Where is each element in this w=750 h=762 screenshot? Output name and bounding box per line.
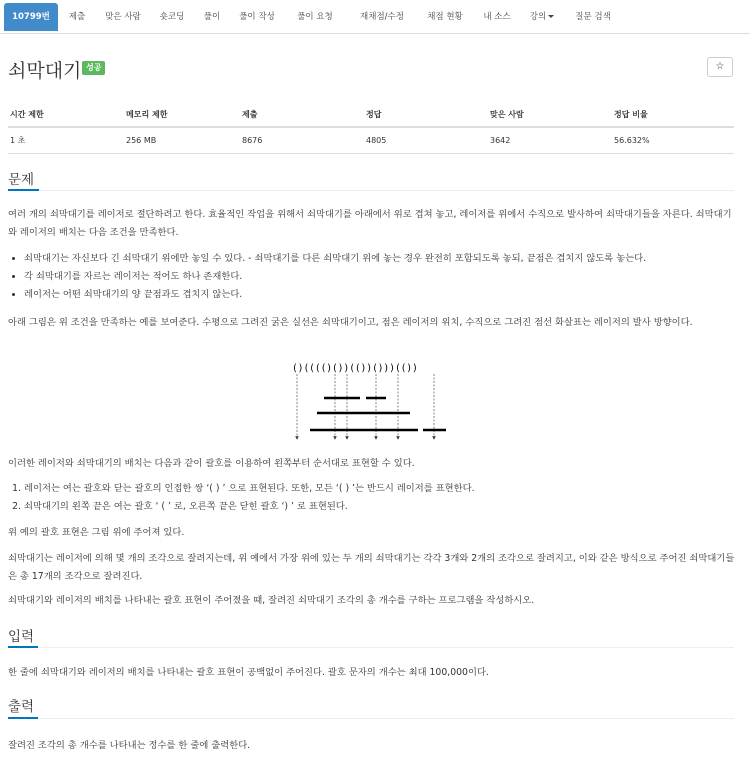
nav-tab-solutions[interactable]: 풀이 [203,12,221,22]
caret-down-icon [548,15,554,18]
info-solved-users: 3642 [488,127,612,153]
section-heading-output: 출력 [8,699,35,715]
problem-paragraph: 쇠막대기는 레이저에 의해 몇 개의 조각으로 잘려지는데, 위 예에서 가장 위에 있는 두 개의 쇠막대기는 각각 3개와 2개의 조각으로 잘려지고, 이와 같은 방식으로 주어진 쇠막대기들은 총 17개의 조각으로 잘려진다. [8,553,735,582]
info-header-solved-users: 맞은 사람 [488,103,612,127]
problem-condition-list [8,250,738,304]
info-header-time-limit: 시간 제한 [8,103,124,127]
list-item: 2. 쇠막대기의 왼쪽 끝은 여는 괄호 ‘ ( ’ 로, 오른쪽 끝은 닫힌 괄호 ‘) ’ 로 표현된다. [24,498,738,516]
nav-tab-solved-users[interactable]: 맞은 사람 [105,12,141,22]
laser-lines [297,374,434,438]
info-submissions: 8676 [240,127,364,153]
section-heading-problem: 문제 [8,172,35,188]
iron-bar-laser-figure [290,360,450,442]
problem-nav [0,0,750,34]
section-underline [8,717,38,719]
iron-bars [310,398,446,430]
info-header-submissions: 제출 [240,103,364,127]
problem-paragraph: 아래 그림은 위 조건을 만족하는 예를 보여준다. 수평으로 그려진 굵은 실선은 쇠막대기이고, 점은 레이저의 위치, 수직으로 그려진 점선 화살표는 레이저의 발사 방향이다. [8,317,693,328]
info-header-ratio: 정답 비율 [612,103,734,127]
problem-title: 쇠막대기 [8,60,82,82]
section-underline [8,646,38,648]
section-divider [8,190,734,191]
nav-tab-rejudge[interactable]: 재채점/수정 [360,12,404,22]
nav-tab-problem[interactable]: 10799번 [4,3,58,31]
nav-tab-write-solution[interactable]: 풀이 작성 [239,12,275,22]
info-accepted: 4805 [364,127,488,153]
status-badge: 성공 [82,61,105,75]
section-divider [8,718,734,719]
list-item: • 각 쇠막대기를 자르는 레이저는 적어도 하나 존재한다. [24,268,738,286]
info-ratio: 56.632% [612,127,734,153]
problem-paragraph: 쇠막대기와 레이저의 배치를 나타내는 괄호 표현이 주어졌을 때, 잘려진 쇠막대기 조각의 총 개수를 구하는 프로그램을 작성하시오. [8,595,535,606]
nav-tab-submit[interactable]: 제출 [68,12,86,22]
figure-bracket-label: ()(((()())(())()))(()) [292,363,418,374]
input-description: 한 줄에 쇠막대기와 레이저의 배치를 나타내는 괄호 표현이 공백없이 주어진다. 괄호 문자의 개수는 최대 100,000이다. [8,667,489,678]
info-table-header-row [8,103,734,127]
nav-lecture-label: 강의 [529,12,547,22]
star-button[interactable] [707,57,733,77]
problem-info-table [8,103,734,154]
list-item: • 레이저는 어떤 쇠막대기의 양 끝점과도 겹치지 않는다. [24,286,738,304]
nav-tab-question-search[interactable]: 질문 검색 [575,12,611,22]
problem-paragraph: 위 예의 괄호 표현은 그림 위에 주어져 있다. [8,527,185,538]
nav-tab-lecture-dropdown[interactable] [524,3,560,31]
info-memory-limit: 256 MB [124,127,240,153]
output-description: 잘려진 조각의 총 개수를 나타내는 정수를 한 줄에 출력한다. [8,740,251,751]
section-underline [8,189,39,191]
problem-paragraph: 여러 개의 쇠막대기를 레이저로 절단하려고 한다. 효율적인 작업을 위해서 쇠막대기를 아래에서 위로 겹쳐 놓고, 레이저를 위에서 수직으로 발사하여 쇠막대기들을 자른다. 쇠막대기와 레이저의 배치는 다음 조건을 만족한다. [8,209,732,238]
star-icon: ☆ [715,61,725,72]
info-time-limit: 1 초 [8,127,124,153]
nav-tab-status[interactable]: 채점 현황 [427,12,463,22]
list-item: • 쇠막대기는 자신보다 긴 쇠막대기 위에만 놓일 수 있다. - 쇠막대기를 다른 쇠막대기 위에 놓는 경우 완전히 포함되도록 놓되, 끝점은 겹치지 않도록 놓는다. [24,250,738,268]
list-item: 1. 레이저는 여는 괄호와 닫는 괄호의 인접한 쌍 ‘( ) ’ 으로 표현된다. 또한, 모든 ‘( ) ’는 반드시 레이저를 표현한다. [24,480,738,498]
nav-tab-my-source[interactable]: 내 소스 [483,12,511,22]
nav-tab-short-coding[interactable]: 숏코딩 [159,12,185,22]
section-heading-input: 입력 [8,629,35,645]
info-table-row [8,127,734,153]
section-divider [8,647,734,648]
nav-tab-request-solution[interactable]: 풀이 요청 [297,12,333,22]
problem-paragraph: 이러한 레이저와 쇠막대기의 배치는 다음과 같이 괄호를 이용하여 왼쪽부터 순서대로 표현할 수 있다. [8,458,415,469]
bracket-rule-list [8,480,738,516]
info-header-accepted: 정답 [364,103,488,127]
info-header-memory-limit: 메모리 제한 [124,103,240,127]
